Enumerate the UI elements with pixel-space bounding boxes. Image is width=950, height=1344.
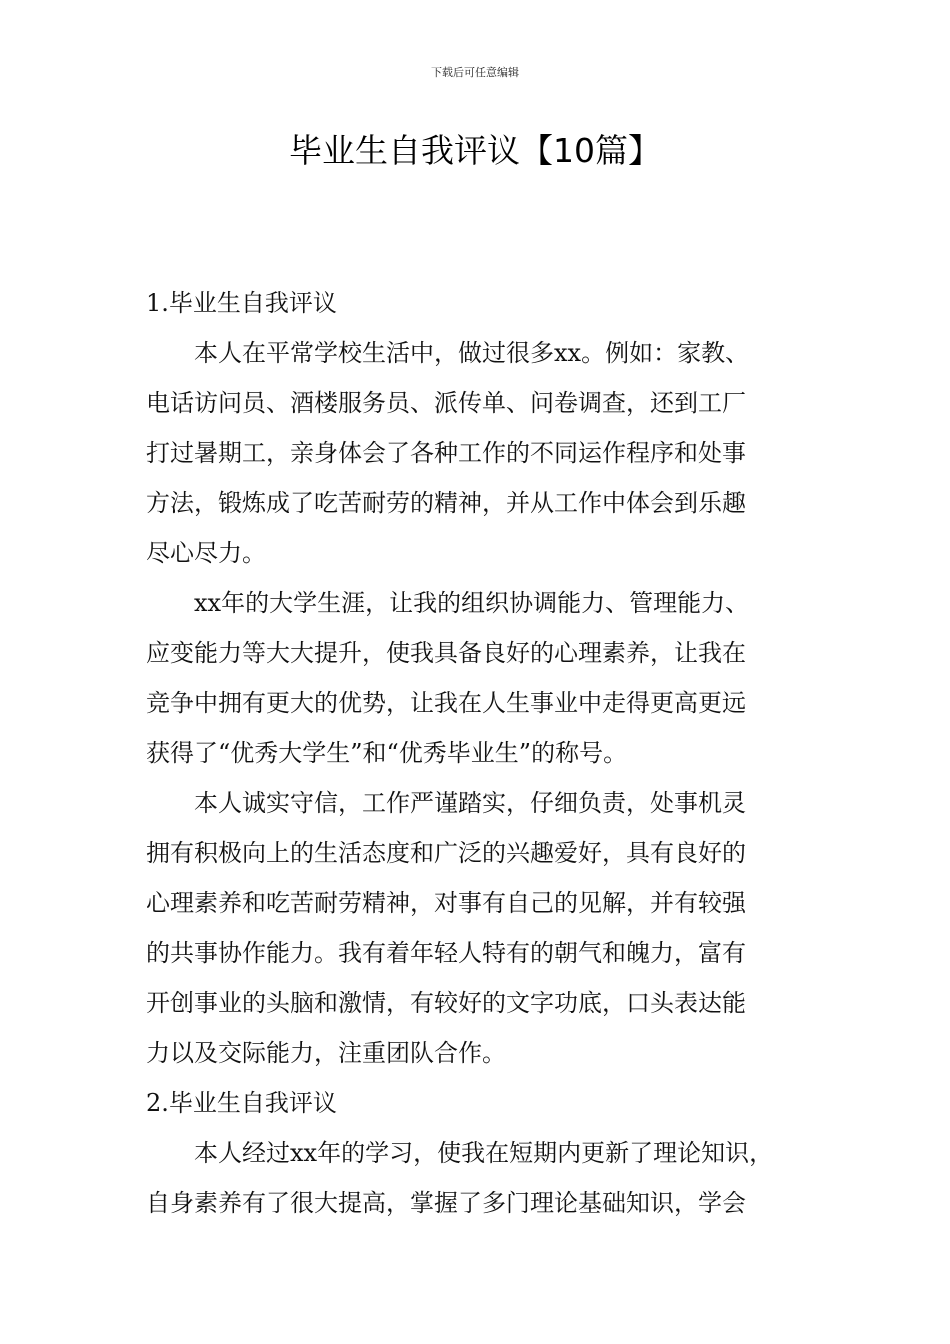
section-2 xyxy=(146,1078,836,1228)
paragraph-line: 拥有积极向上的生活态度和广泛的兴趣爱好，具有良好的 xyxy=(146,839,746,867)
paragraph-line: 尽心尽力。 xyxy=(146,539,266,567)
document-title: 毕业生自我评议【10篇】 xyxy=(289,131,661,170)
section-heading: 1.毕业生自我评议 xyxy=(146,289,337,317)
paragraph-line: 方法，锻炼成了吃苦耐劳的精神，并从工作中体会到乐趣 xyxy=(146,489,746,517)
paragraph-line: 开创事业的头脑和激情，有较好的文字功底，口头表达能 xyxy=(146,989,746,1017)
paragraph-line: 本人经过xx年的学习，使我在短期内更新了理论知识， xyxy=(194,1139,774,1167)
document-body xyxy=(146,278,836,1228)
paragraph-line: 获得了“优秀大学生”和“优秀毕业生”的称号。 xyxy=(146,739,628,767)
paragraph-line: 心理素养和吃苦耐劳精神，对事有自己的见解，并有较强 xyxy=(146,889,746,917)
paragraph-line: 力以及交际能力，注重团队合作。 xyxy=(146,1039,506,1067)
paragraph-line: 本人诚实守信，工作严谨踏实，仔细负责，处事机灵 xyxy=(194,789,746,817)
section-1 xyxy=(146,278,836,1078)
paragraph-line: 电话访问员、酒楼服务员、派传单、问卷调查，还到工厂 xyxy=(146,389,746,417)
section-heading: 2.毕业生自我评议 xyxy=(146,1089,337,1117)
paragraph-line: xx年的大学生涯，让我的组织协调能力、管理能力、 xyxy=(194,589,750,617)
paragraph-line: 自身素养有了很大提高，掌握了多门理论基础知识，学会 xyxy=(146,1189,746,1217)
paragraph xyxy=(146,328,836,578)
paragraph-line: 应变能力等大大提升，使我具备良好的心理素养，让我在 xyxy=(146,639,746,667)
paragraph-line: 竞争中拥有更大的优势，让我在人生事业中走得更高更远 xyxy=(146,689,746,717)
paragraph xyxy=(146,1128,836,1228)
paragraph-line: 本人在平常学校生活中，做过很多xx。例如：家教、 xyxy=(194,339,750,367)
paragraph xyxy=(146,778,836,1078)
paragraph xyxy=(146,578,836,778)
paragraph-line: 的共事协作能力。我有着年轻人特有的朝气和魄力，富有 xyxy=(146,939,746,967)
page-header-note: 下载后可任意编辑 xyxy=(431,66,519,79)
paragraph-line: 打过暑期工，亲身体会了各种工作的不同运作程序和处事 xyxy=(146,439,746,467)
